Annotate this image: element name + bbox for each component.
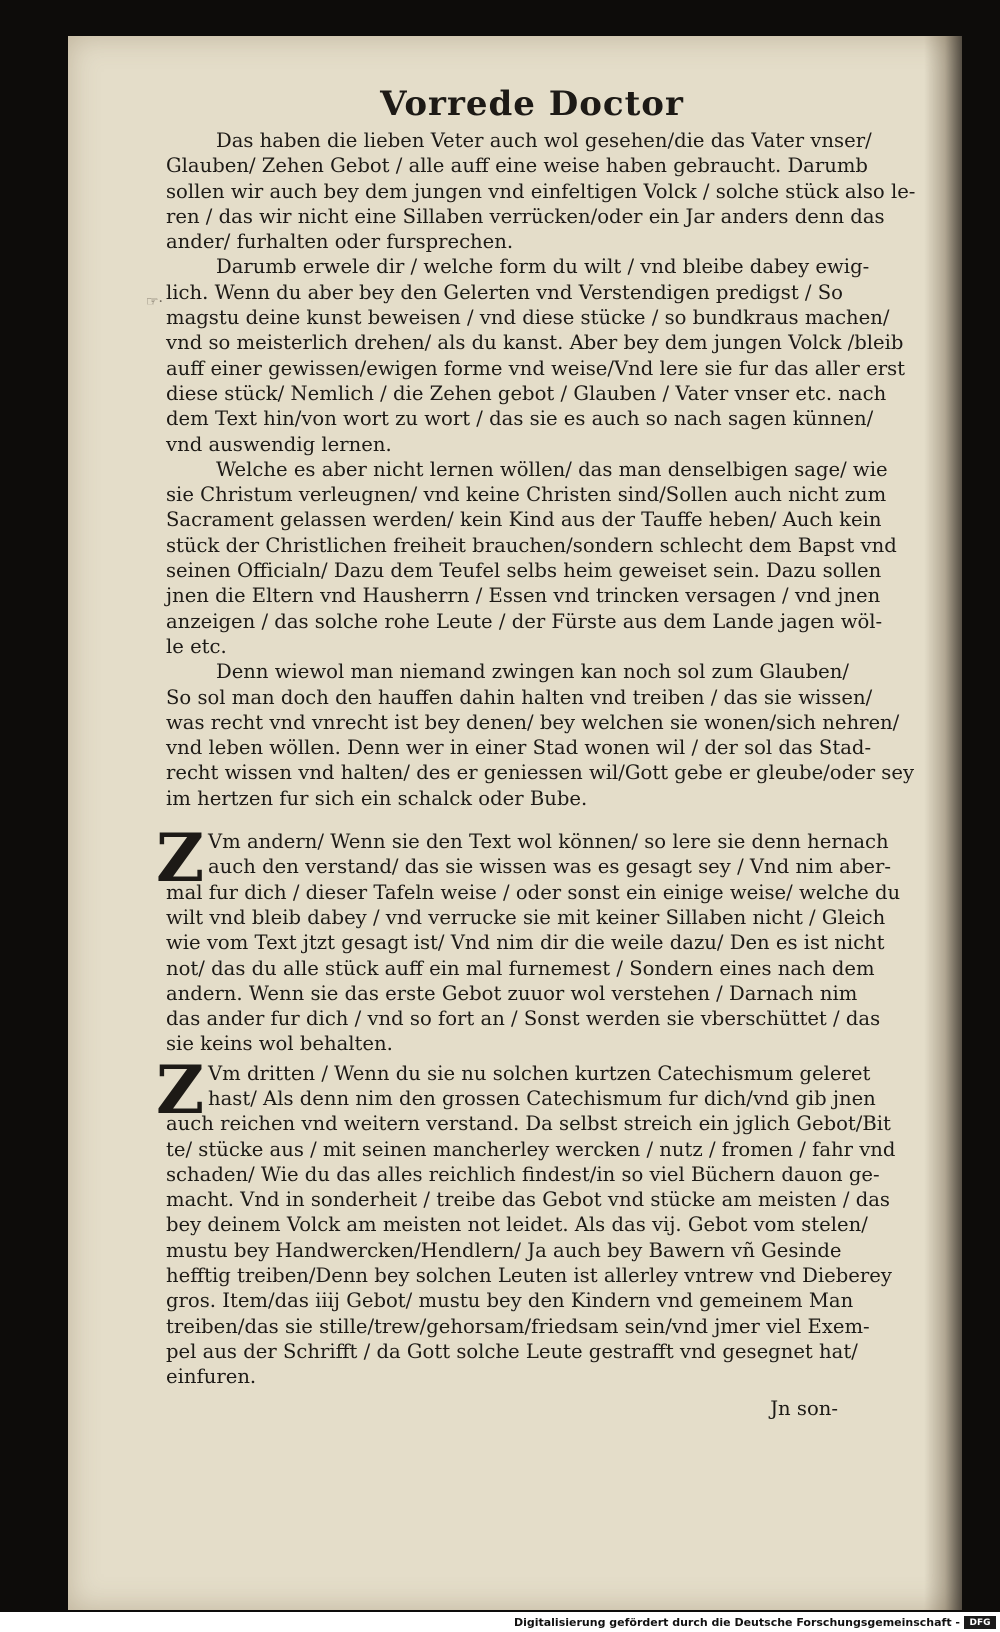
text-line: sollen wir auch bey dem jungen vnd einfeltigen Volck / solche stück also le- <box>166 179 916 203</box>
margin-annotation: ☞· <box>146 294 164 310</box>
text-line: anzeigen / das solche rohe Leute / der Fürste aus dem Lande jagen wöl- <box>166 609 883 633</box>
text-line: sie keins wol behalten. <box>166 1032 393 1056</box>
text-line: ander/ furhalten oder fursprechen. <box>166 230 514 254</box>
drop-initial: Z <box>156 1050 205 1129</box>
text-line: hast/ Als denn nim den grossen Catechismum fur dich/vnd gib jnen <box>208 1086 876 1110</box>
text-line: jnen die Eltern vnd Hausherrn / Essen vnd trincken versagen / vnd jnen <box>166 584 881 608</box>
text-line: treiben/das sie stille/trew/gehorsam/friedsam sein/vnd jmer viel Exem- <box>166 1314 870 1338</box>
paragraph <box>166 128 916 254</box>
section-paragraph <box>166 1061 896 1390</box>
text-line: wilt vnd bleib dabey / vnd verrucke sie mit keiner Sillaben nicht / Gleich <box>166 905 886 929</box>
text-line: schaden/ Wie du das alles reichlich findest/in so viel Büchern dauon ge- <box>166 1162 880 1186</box>
body-paragraphs <box>166 128 916 811</box>
text-line: vnd auswendig lernen. <box>166 432 392 456</box>
paragraph <box>166 659 915 811</box>
text-line: pel aus der Schrifft / da Gott solche Leute gestrafft vnd gesegnet hat/ <box>166 1339 858 1363</box>
catchword: Jn son- <box>770 1396 838 1420</box>
text-line: einfuren. <box>166 1365 257 1389</box>
page-heading: Vorrede Doctor <box>380 84 684 124</box>
text-line: bey deinem Volck am meisten not leidet. Als das vij. Gebot vom stelen/ <box>166 1213 868 1237</box>
text-line: gros. Item/das iiij Gebot/ mustu bey den Kindern vnd gemeinem Man <box>166 1289 854 1313</box>
text-line: sie Christum verleugnen/ vnd keine Christen sind/Sollen auch nicht zum <box>166 483 887 507</box>
footer-bar <box>0 1612 1000 1632</box>
text-line: andern. Wenn sie das erste Gebot zuuor wol verstehen / Darnach nim <box>166 981 858 1005</box>
text-line: So sol man doch den hauffen dahin halten vnd treiben / das sie wissen/ <box>166 685 873 709</box>
section-paragraph <box>166 829 901 1057</box>
text-line: recht wissen vnd halten/ des er geniessen wil/Gott gebe er gleube/oder sey <box>166 761 915 785</box>
text-line: Welche es aber nicht lernen wöllen/ das man denselbigen sage/ wie <box>216 457 888 481</box>
text-line: ren / das wir nicht eine Sillaben verrücken/oder ein Jar anders denn das <box>166 204 885 228</box>
text-line: vnd so meisterlich drehen/ als du kanst. Aber bey dem jungen Volck /bleib <box>166 331 904 355</box>
text-line: vnd leben wöllen. Denn wer in einer Stad wonen wil / der sol das Stad- <box>166 736 872 760</box>
dfg-logo: DFG <box>964 1616 996 1629</box>
text-line: dem Text hin/von wort zu wort / das sie es auch so nach sagen künnen/ <box>166 407 874 431</box>
text-line: le etc. <box>166 634 227 658</box>
text-line: not/ das du alle stück auff ein mal furnemest / Sondern eines nach dem <box>166 956 875 980</box>
text-line: was recht vnd vnrecht ist bey denen/ bey welchen sie wonen/sich nehren/ <box>166 710 900 734</box>
text-line: auch den verstand/ das sie wissen was es gesagt sey / Vnd nim aber- <box>208 855 891 879</box>
drop-initial: Z <box>156 819 205 898</box>
text-line: auff einer gewissen/ewigen forme vnd weise/Vnd lere sie fur das aller erst <box>166 356 906 380</box>
text-line: macht. Vnd in sonderheit / treibe das Gebot vnd stücke am meisten / das <box>166 1188 890 1212</box>
text-line: im hertzen fur sich ein schalck oder Bube. <box>166 786 588 810</box>
text-line: wie vom Text jtzt gesagt ist/ Vnd nim dir die weile dazu/ Den es ist nicht <box>166 931 885 955</box>
text-line: das ander fur dich / vnd so fort an / Sonst werden sie vberschüttet / das <box>166 1007 881 1031</box>
text-line: magstu deine kunst beweisen / vnd diese stücke / so bundkraus machen/ <box>166 306 890 330</box>
text-line: Darumb erwele dir / welche form du wilt / vnd bleibe dabey ewig- <box>216 255 870 279</box>
text-line: Sacrament gelassen werden/ kein Kind aus der Tauffe heben/ Auch kein <box>166 508 882 532</box>
funding-notice: Digitalisierung gefördert durch die Deutsche Forschungsgemeinschaft - <box>513 1616 960 1629</box>
section-zum-andern <box>156 819 901 1057</box>
text-line: mal fur dich / dieser Tafeln weise / oder sonst ein einige weise/ welche du <box>166 880 901 904</box>
text-line: Das haben die lieben Veter auch wol gesehen/die das Vater vnser/ <box>216 129 872 152</box>
text-line: auch reichen vnd weitern verstand. Da selbst streich ein jglich Gebot/Bit <box>166 1112 891 1136</box>
text-line: seinen Officialn/ Dazu dem Teufel selbs heim geweiset sein. Dazu sollen <box>166 559 882 583</box>
page-text <box>156 84 916 1421</box>
paragraph <box>166 254 906 456</box>
page-gutter-shadow <box>924 36 962 1610</box>
text-line: Denn wiewol man niemand zwingen kan noch sol zum Glauben/ <box>216 660 849 684</box>
section-zum-dritten <box>156 1050 896 1390</box>
text-line: mustu bey Handwercken/Hendlern/ Ja auch bey Bawern vñ Gesinde <box>166 1238 842 1262</box>
text-line: hefftig treiben/Denn bey solchen Leuten ist allerley vntrew vnd Dieberey <box>166 1264 892 1288</box>
text-line: lich. Wenn du aber bey den Gelerten vnd Verstendigen predigst / So <box>166 280 843 304</box>
text-line: Glauben/ Zehen Gebot / alle auff eine weise haben gebraucht. Darumb <box>166 154 868 178</box>
text-line: te/ stücke aus / mit seinen mancherley wercken / nutz / fromen / fahr vnd <box>166 1137 896 1161</box>
paragraph <box>166 457 897 659</box>
text-line: stück der Christlichen freiheit brauchen/sondern schlecht dem Bapst vnd <box>166 533 897 557</box>
text-line: Vm dritten / Wenn du sie nu solchen kurtzen Catechismum geleret <box>208 1061 871 1085</box>
text-line: diese stück/ Nemlich / die Zehen gebot / Glauben / Vater vnser etc. nach <box>166 381 887 405</box>
text-line: Vm andern/ Wenn sie den Text wol können/ so lere sie denn hernach <box>208 830 889 854</box>
